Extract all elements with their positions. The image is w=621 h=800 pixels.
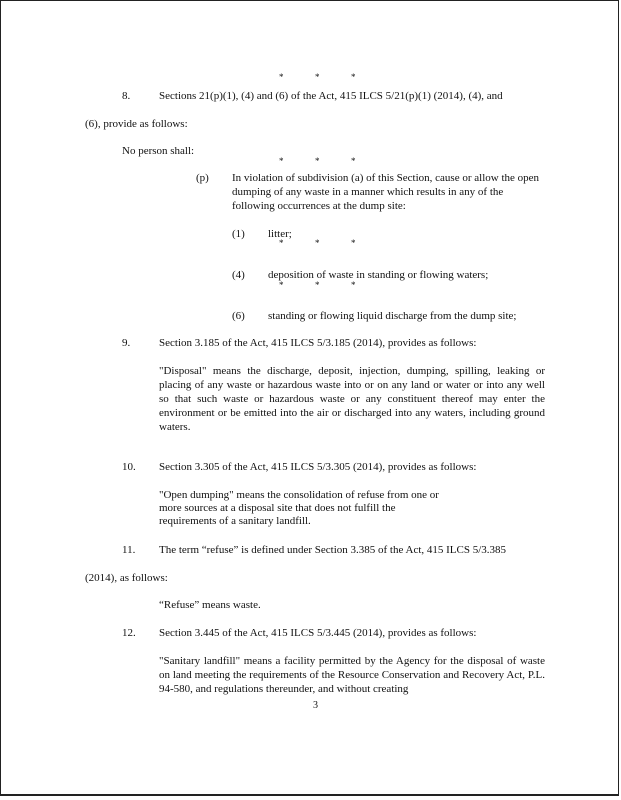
ellipsis-asterisks-top <box>279 72 387 82</box>
asterisk: * <box>279 72 284 82</box>
asterisk: * <box>351 238 356 248</box>
asterisk: * <box>315 238 320 248</box>
paragraph-11-number: 11. <box>122 544 136 556</box>
ellipsis-asterisks-3 <box>279 280 387 290</box>
asterisk: * <box>279 280 284 290</box>
subsection-p-label: (p) <box>196 172 209 184</box>
asterisk: * <box>351 156 356 166</box>
ellipsis-asterisks-1 <box>279 156 387 166</box>
item-6-label: (6) <box>232 310 245 322</box>
no-person-shall: No person shall: <box>122 145 195 157</box>
asterisk: * <box>279 238 284 248</box>
paragraph-9-quote: "Disposal" means the discharge, deposit, injection, dumping, spilling, leaking or placing of any waste or hazardous waste into or on any land or water or into any well so that such waste or hazardous waste or any constituent thereof may enter the environment or be emitted into the air or discharged into any waters, including ground waters. <box>159 365 545 433</box>
paragraph-10-quote-line-1: "Open dumping" means the consolidation of refuse from one or <box>159 489 439 501</box>
ellipsis-asterisks-2 <box>279 238 387 248</box>
asterisk: * <box>315 72 320 82</box>
item-4-label: (4) <box>232 269 245 281</box>
asterisk: * <box>315 156 320 166</box>
asterisk: * <box>351 72 356 82</box>
paragraph-12-number: 12. <box>122 627 136 639</box>
paragraph-8-continuation: (6), provide as follows: <box>85 118 188 130</box>
item-1-text: litter; <box>268 228 292 240</box>
item-1-label: (1) <box>232 228 245 240</box>
page-number: 3 <box>313 700 318 711</box>
paragraph-12-text: Section 3.445 of the Act, 415 ILCS 5/3.445 (2014), provides as follows: <box>159 627 477 639</box>
asterisk: * <box>279 156 284 166</box>
paragraph-8-number: 8. <box>122 90 131 102</box>
paragraph-9-number: 9. <box>122 337 131 349</box>
paragraph-10-quote-line-2: more sources at a disposal site that does not fulfill the <box>159 502 396 514</box>
paragraph-11-text: The term “refuse” is defined under Section 3.385 of the Act, 415 ILCS 5/3.385 <box>159 544 507 556</box>
paragraph-9-text: Section 3.185 of the Act, 415 ILCS 5/3.185 (2014), provides as follows: <box>159 337 477 349</box>
paragraph-11-quote: “Refuse” means waste. <box>159 599 261 611</box>
subsection-p-text: In violation of subdivision (a) of this Section, cause or allow the open dumping of any waste in a manner which results in any of the following occurrences at the dump site: <box>232 172 540 212</box>
asterisk: * <box>315 280 320 290</box>
paragraph-10-quote-line-3: requirements of a sanitary landfill. <box>159 515 311 527</box>
item-6-text: standing or flowing liquid discharge from the dump site; <box>268 310 517 322</box>
paragraph-8-text: Sections 21(p)(1), (4) and (6) of the Act, 415 ILCS 5/21(p)(1) (2014), (4), and <box>159 90 503 102</box>
paragraph-11-continuation: (2014), as follows: <box>85 572 168 584</box>
paragraph-10-number: 10. <box>122 461 136 473</box>
asterisk: * <box>351 280 356 290</box>
item-4-text: deposition of waste in standing or flowing waters; <box>268 269 489 281</box>
paragraph-12-quote: "Sanitary landfill" means a facility permitted by the Agency for the disposal of waste on land meeting the requirements of the Resource Conservation and Recovery Act, P.L. 94-580, and regulations thereunder, and without creating <box>159 655 545 695</box>
paragraph-10-text: Section 3.305 of the Act, 415 ILCS 5/3.305 (2014), provides as follows: <box>159 461 477 473</box>
